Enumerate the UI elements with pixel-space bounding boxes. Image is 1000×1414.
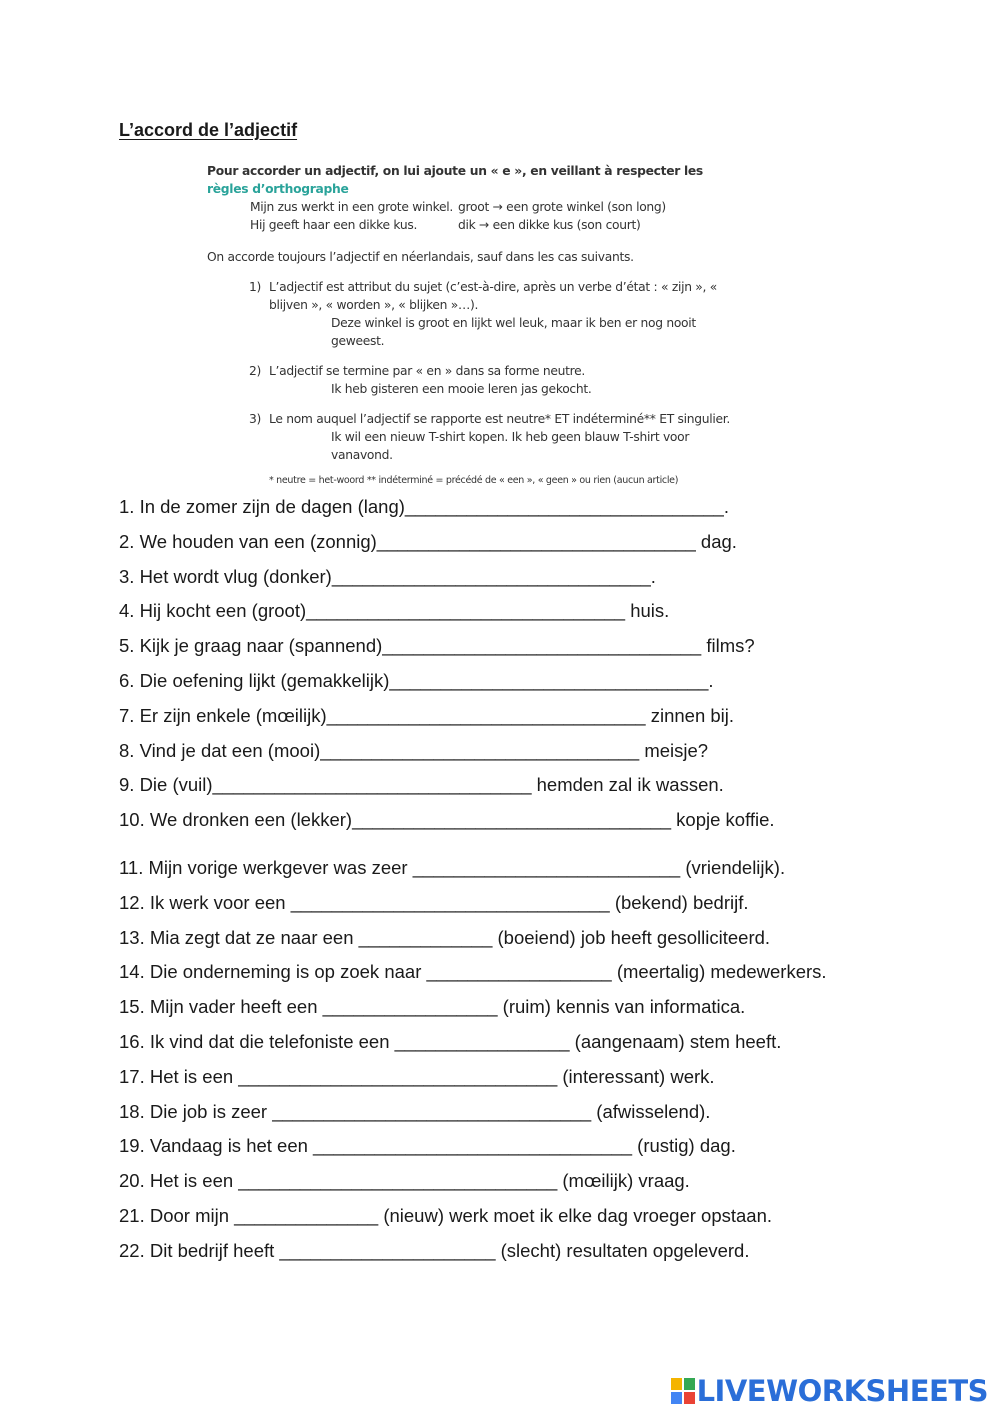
- exercise-list: [119, 494, 827, 1273]
- brand-name: LIVEWORKSHEETS: [696, 1374, 988, 1408]
- exercise-item[interactable]: 17. Het is een _______________________________ (interessant) werk.: [119, 1065, 715, 1087]
- exercise-item[interactable]: 7. Er zijn enkele (mœilijk)_______________________________ zinnen bij.: [119, 704, 735, 726]
- exercise-item[interactable]: 11. Mijn vorige werkgever was zeer __________________________ (vriendelijk).: [119, 856, 786, 878]
- exercise-item[interactable]: 14. Die onderneming is op zoek naar __________________ (meertalig) medewerkers.: [119, 961, 827, 983]
- exercise-item[interactable]: 1. In de zomer zijn de dagen (lang)_______________________________.: [119, 496, 729, 517]
- exception-rule-text: Le nom auquel l’adjectif se rapporte est neutre* ET indéterminé** ET singulier.: [269, 412, 730, 426]
- exception-rule-example: Deze winkel is groot en lijkt wel leuk, maar ik ben er nog nooit geweest.: [331, 316, 696, 348]
- exercise-item[interactable]: 16. Ik vind dat die telefoniste een _________________ (aangenaam) stem heeft.: [119, 1030, 782, 1052]
- example-1-derivation: groot → een grote winkel (son long): [458, 200, 666, 214]
- grammar-rules-box: [207, 162, 747, 490]
- example-2-derivation: dik → een dikke kus (son court): [458, 218, 641, 232]
- page-title: L’accord de l’adjectif: [119, 120, 298, 140]
- exception-rule: 3) Le nom auquel l’adjectif se rapporte est neutre* ET indéterminé** ET singulier. Ik wil een nieuw T-shirt kopen. Ik heb geen blauw T-shirt voor vanavond.: [207, 410, 747, 464]
- example-1-sentence: Mijn zus werkt in een grote winkel.: [250, 200, 453, 214]
- footnote: * neutre = het-woord ** indéterminé = précédé de « een », « geen » ou rien (aucun article): [269, 475, 679, 486]
- exception-rule-text: L’adjectif se termine par « en » dans sa forme neutre.: [269, 364, 586, 378]
- exercise-item[interactable]: 20. Het is een _______________________________ (mœilijk) vraag.: [119, 1170, 690, 1192]
- exception-rule-example: Ik wil een nieuw T-shirt kopen. Ik heb geen blauw T-shirt voor vanavond.: [331, 430, 690, 462]
- exception-rule-example: Ik heb gisteren een mooie leren jas gekocht.: [331, 382, 592, 396]
- exercise-item[interactable]: 2. We houden van een (zonnig)_______________________________ dag.: [119, 530, 737, 552]
- exercise-item[interactable]: 12. Ik werk voor een _______________________________ (bekend) bedrijf.: [119, 891, 749, 913]
- exercise-item[interactable]: 4. Hij kocht een (groot)_______________________________ huis.: [119, 600, 670, 622]
- exercise-item[interactable]: 15. Mijn vader heeft een _________________ (ruim) kennis van informatica.: [119, 996, 746, 1018]
- liveworksheets-logo-icon: [671, 1378, 695, 1404]
- exercise-item[interactable]: 8. Vind je dat een (mooi)_______________________________ meisje?: [119, 739, 709, 761]
- exception-rule: 2) L’adjectif se termine par « en » dans sa forme neutre. Ik heb gisteren een mooie leren jas gekocht.: [207, 362, 747, 398]
- spelling-rules-link: règles d’orthographe: [207, 182, 349, 196]
- exercise-item[interactable]: 6. Die oefening lijkt (gemakkelijk)_______________________________.: [119, 669, 714, 691]
- exercise-item[interactable]: 21. Door mijn ______________ (nieuw) werk moet ik elke dag vroeger opstaan.: [119, 1204, 773, 1226]
- example-2-sentence: Hij geeft haar een dikke kus.: [250, 218, 418, 232]
- intro-examples: [207, 198, 747, 234]
- exercise-item[interactable]: 3. Het wordt vlug (donker)_______________________________.: [119, 565, 656, 587]
- exception-rule: 1) L’adjectif est attribut du sujet (c’est-à-dire, après un verbe d’état : « zijn », « blijven », « worden », « blijken »…). Deze winkel is groot en lijkt wel leuk, maar ik ben er nog nooit geweest.: [207, 278, 747, 350]
- liveworksheets-brand[interactable]: [671, 1374, 988, 1408]
- exercise-item[interactable]: 18. Die job is zeer _______________________________ (afwisselend).: [119, 1100, 711, 1122]
- exercise-item[interactable]: 19. Vandaag is het een _______________________________ (rustig) dag.: [119, 1135, 736, 1157]
- exercise-item[interactable]: 13. Mia zegt dat ze naar een _____________ (boeiend) job heeft gesolliciteerd.: [119, 926, 771, 948]
- exercise-item[interactable]: 10. We dronken een (lekker)_______________________________ kopje koffie.: [119, 809, 775, 831]
- exception-rule-text: L’adjectif est attribut du sujet (c’est-à-dire, après un verbe d’état : « zijn », « blijven », « worden », « blijken »…).: [269, 280, 717, 312]
- exercise-item[interactable]: 5. Kijk je graag naar (spannend)_______________________________ films?: [119, 635, 755, 657]
- exercise-item[interactable]: 22. Dit bedrijf heeft _____________________ (slecht) resultaten opgeleverd.: [119, 1239, 750, 1261]
- rules-intro: Pour accorder un adjectif, on lui ajoute un « e », en veillant à respecter les règles d’orthographe: [207, 164, 703, 196]
- exercise-item[interactable]: 9. Die (vuil)_______________________________ hemden zal ik wassen.: [119, 774, 724, 796]
- general-rule: On accorde toujours l’adjectif en néerlandais, sauf dans les cas suivants.: [207, 250, 634, 264]
